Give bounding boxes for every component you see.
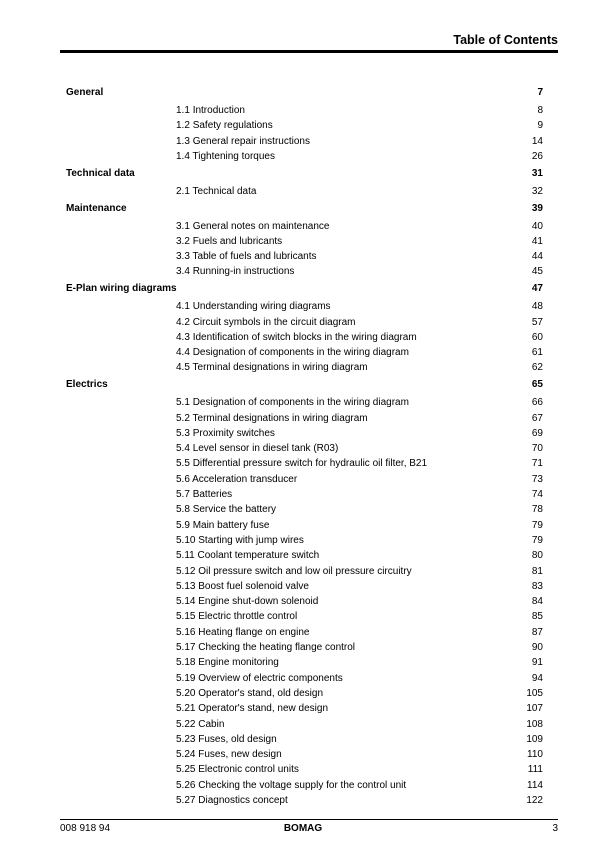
toc-entry-page-number: 9 [537,120,543,132]
toc-entry-number: 3.2 [176,235,190,247]
toc-entry-page-number: 41 [531,235,543,247]
toc-entry[interactable] [176,672,343,685]
toc-entry-number: 5.21 [176,703,196,715]
toc-entry-title: Safety regulations [192,120,273,132]
toc-entry-title: Designation of components in the wiring diagram [192,397,409,409]
toc-entry-title: Engine shut-down solenoid [198,596,319,608]
section-title[interactable]: E-Plan wiring diagrams [66,283,177,295]
toc-entry-number: 1.1 [176,105,190,116]
toc-entry-title: Level sensor in diesel tank (R03) [192,443,339,455]
toc-entry-title: Engine monitoring [198,657,279,669]
section-title[interactable]: Electrics [66,379,108,391]
toc-entry-title: Proximity switches [192,427,275,439]
toc-entry-title: Overview of electric components [198,672,343,684]
toc-entry-number: 4.2 [176,316,190,328]
toc-entry-number: 5.23 [176,733,196,745]
toc-entry-title: Differential pressure switch for hydraulic oil filter, B21 [192,458,428,470]
toc-entry-number: 4.1 [176,301,190,313]
page-title: Table of Contents [453,33,558,47]
toc-entry-title: Circuit symbols in the circuit diagram [192,316,356,328]
toc-entry-number: 3.1 [176,220,190,232]
toc-entry-page-number: 71 [531,458,543,470]
document-number: 008 918 94 [60,823,111,834]
toc-entry-page-number: 81 [531,565,543,577]
toc-entry-number: 5.22 [176,718,196,730]
toc-entry-number: 3.4 [176,266,190,278]
toc-entry[interactable] [176,748,282,761]
section-title[interactable]: Technical data [66,167,135,179]
section-page-number: 47 [531,283,543,295]
toc-entry-title: Tightening torques [192,150,275,162]
brand-name: BOMAG [283,823,323,834]
toc-entry-number: 5.18 [176,657,196,669]
toc-entry-page-number: 40 [531,220,543,232]
section-page-number: 31 [531,167,543,179]
toc-entry[interactable] [176,185,256,198]
toc-entry[interactable] [176,626,309,639]
toc-entry-page-number: 87 [531,626,543,638]
toc-entry-number: 1.3 [176,135,190,147]
toc-entry-number: 5.9 [176,519,190,531]
toc-entry-page-number: 79 [531,519,543,531]
toc-entry-title: Acceleration transducer [192,473,298,485]
toc-entry[interactable] [176,702,328,715]
toc-entry-page-number: 69 [531,427,543,439]
toc-entry-number: 5.16 [176,626,196,638]
toc-entry-title: Operator's stand, old design [198,687,324,699]
toc-entry[interactable] [176,763,299,776]
toc-entry-title: Technical data [192,185,257,197]
toc-entry-page-number: 8 [537,105,543,116]
toc-entry[interactable] [176,488,232,501]
toc-entry[interactable] [176,641,355,654]
toc-entry-page-number: 78 [531,504,543,516]
toc-entry-number: 4.3 [176,331,190,343]
toc-entry-number: 5.25 [176,764,196,776]
toc-entry-page-number: 73 [531,473,543,485]
toc-entry-page-number: 109 [526,733,543,745]
toc-entry-title: Introduction [192,105,245,116]
toc-entry[interactable] [176,331,417,344]
toc-entry-page-number: 83 [531,580,543,592]
toc-entry-page-number: 94 [531,672,543,684]
toc-entry-number: 5.6 [176,473,190,485]
toc-entry[interactable] [176,595,318,608]
toc-entry-title: Operator's stand, new design [198,703,329,715]
toc-entry[interactable] [176,135,310,148]
toc-entry-number: 5.14 [176,596,196,608]
section-page-number: 7 [537,87,543,98]
toc-entry-title: Checking the heating flange control [198,642,356,653]
toc-entry-number: 5.13 [176,580,196,592]
toc-entry-number: 5.17 [176,642,196,653]
toc-entry-number: 5.15 [176,611,196,623]
toc-entry-page-number: 111 [527,764,543,776]
toc-entry[interactable] [176,549,319,562]
toc-entry-number: 5.7 [176,489,190,500]
toc-entry[interactable] [176,150,275,163]
toc-entry-page-number: 105 [526,687,543,699]
toc-entry-page-number: 61 [531,347,543,359]
toc-entry[interactable] [176,534,304,547]
toc-entry-title: Designation of components in the wiring diagram [192,347,409,359]
toc-entry[interactable] [176,361,368,374]
toc-entry-page-number: 85 [531,611,543,623]
toc-entry[interactable] [176,220,329,233]
toc-entry-number: 1.2 [176,120,190,132]
toc-entry[interactable] [176,442,338,455]
toc-entry-number: 5.27 [176,795,196,806]
toc-entry[interactable] [176,316,356,329]
toc-entry-page-number: 80 [531,550,543,562]
toc-entry-title: Fuses, new design [198,749,282,761]
toc-entry-number: 5.20 [176,687,196,699]
toc-entry-title: Boost fuel solenoid valve [198,580,309,592]
toc-entry-title: Main battery fuse [192,519,270,531]
toc-entry-page-number: 60 [531,331,543,343]
toc-entry-number: 5.8 [176,504,190,516]
toc-entry-page-number: 45 [531,266,543,278]
page-number: 3 [552,823,558,834]
toc-entry-page-number: 79 [531,534,543,546]
toc-entry[interactable] [176,473,297,486]
toc-entry[interactable] [176,457,427,470]
toc-entry-number: 5.10 [176,534,196,546]
toc-entry-title: Fuels and lubricants [192,235,283,247]
toc-entry[interactable] [176,565,412,578]
toc-entry-number: 5.19 [176,672,196,684]
toc-entry[interactable] [176,265,294,278]
toc-entry-number: 4.4 [176,347,190,359]
toc-entry-title: Running-in instructions [192,266,295,278]
toc-entry-number: 5.1 [176,397,190,409]
toc-entry-number: 5.2 [176,412,190,424]
toc-entry-number: 5.26 [176,779,196,791]
toc-entry-title: Diagnostics concept [198,795,288,806]
toc-entry[interactable] [176,794,288,807]
toc-entry-page-number: 107 [526,703,543,715]
toc-entry-number: 5.5 [176,458,190,470]
toc-entry-title: Oil pressure switch and low oil pressure circuitry [198,565,412,577]
toc-entry-page-number: 90 [531,642,543,653]
toc-entry-title: Fuses, old design [198,733,277,745]
section-title[interactable]: General [66,87,104,98]
toc-entry[interactable] [176,396,409,409]
toc-entry-number: 4.5 [176,362,190,374]
toc-entry[interactable] [176,412,368,425]
toc-entry-title: Understanding wiring diagrams [192,301,331,313]
toc-entry-title: Electronic control units [198,764,299,776]
toc-entry-page-number: 32 [531,185,543,197]
toc-entry[interactable] [176,519,269,532]
toc-entry-title: Heating flange on engine [198,626,310,638]
toc-entry-number: 2.1 [176,185,190,197]
toc-entry-title: Service the battery [192,504,277,516]
toc-entry-title: General repair instructions [192,135,310,147]
toc-entry[interactable] [176,427,275,440]
toc-entry[interactable] [176,503,276,516]
toc-entry-title: Table of fuels and lubricants [192,251,317,263]
footer-rule [60,819,558,820]
toc-entry-page-number: 70 [531,443,543,455]
toc-entry-page-number: 62 [531,362,543,374]
toc-entry[interactable] [176,346,409,359]
toc-entry-page-number: 74 [531,489,543,500]
toc-entry-title: Batteries [192,489,233,500]
toc-entry[interactable] [176,733,277,746]
toc-entry-page-number: 110 [527,749,543,761]
toc-entry[interactable] [176,687,323,700]
toc-entry-page-number: 26 [531,150,543,162]
toc-entry-title: Cabin [198,718,225,730]
toc-entry-title: Coolant temperature switch [197,550,320,562]
toc-entry-title: Electric throttle control [198,611,298,623]
section-page-number: 39 [531,202,543,214]
toc-entry[interactable] [176,119,273,132]
toc-entry-page-number: 44 [531,251,543,263]
toc-entry-page-number: 14 [531,135,543,147]
toc-entry[interactable] [176,610,297,623]
toc-entry-page-number: 67 [531,412,543,424]
toc-entry-page-number: 66 [531,397,543,409]
toc-entry[interactable] [176,718,224,731]
toc-entry[interactable] [176,104,245,117]
toc-entry-title: General notes on maintenance [192,220,330,232]
toc-entry-title: Terminal designations in wiring diagram [192,362,368,374]
toc-entry-number: 5.24 [176,749,196,761]
toc-entry-title: Identification of switch blocks in the wiring diagram [192,331,417,343]
section-page-number: 65 [531,379,543,391]
toc-entry-title: Starting with jump wires [198,534,304,546]
section-title[interactable]: Maintenance [66,202,127,214]
toc-entry[interactable] [176,656,279,669]
toc-entry-page-number: 114 [527,779,543,791]
toc-entry-title: Terminal designations in wiring diagram [192,412,368,424]
toc-entry[interactable] [176,580,309,593]
toc-entry-page-number: 57 [531,316,543,328]
toc-entry-page-number: 122 [526,795,543,806]
toc-entry-number: 3.3 [176,251,190,263]
toc-entry-page-number: 48 [531,301,543,313]
toc-entry-page-number: 84 [531,596,543,608]
toc-entry-title: Checking the voltage supply for the control unit [198,779,407,791]
toc-entry-number: 1.4 [176,150,190,162]
toc-entry[interactable] [176,300,331,313]
toc-entry-page-number: 108 [526,718,543,730]
toc-entry-number: 5.4 [176,443,190,455]
toc-entry[interactable] [176,235,282,248]
toc-entry-number: 5.3 [176,427,190,439]
toc-entry-number: 5.12 [176,565,196,577]
toc-entry-page-number: 91 [531,657,543,669]
toc-entry[interactable] [176,250,316,263]
toc-entry-number: 5.11 [176,550,195,562]
toc-entry[interactable] [176,779,406,792]
